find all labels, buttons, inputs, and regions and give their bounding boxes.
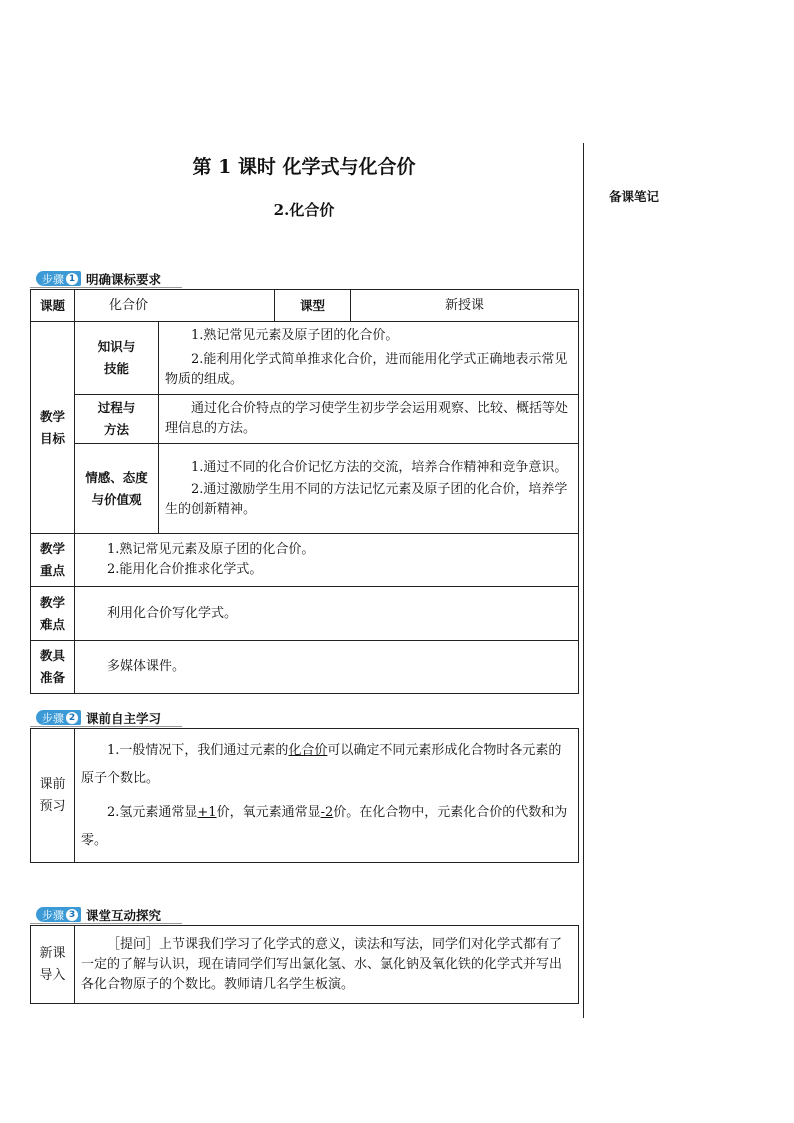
difficulty-label-line2: 难点: [39, 616, 65, 632]
tools-label-line1: 教具: [39, 648, 65, 663]
emotion-item: 2.通过激励学生用不同的方法记忆元素及原子团的化合价，培养学生的创新精神。: [165, 481, 568, 517]
preview-content: [75, 729, 579, 863]
difficulty-label-line1: 教学: [39, 594, 65, 610]
row-process: [31, 395, 579, 444]
process-label-line2: 方法: [103, 422, 129, 437]
process-content: [159, 395, 579, 444]
row-intro: [31, 926, 579, 1004]
side-note-label: 备课笔记: [609, 189, 660, 204]
step-3-badge: [36, 907, 81, 922]
step-1-title: 明确课标要求: [86, 271, 162, 287]
row-difficulty: [31, 587, 579, 641]
intro-label-line2: 导入: [39, 967, 66, 983]
preview-answer: 化合价: [288, 742, 328, 758]
course-value: 化合价: [75, 290, 275, 322]
preview-answer: -2: [320, 804, 334, 820]
row-knowledge: [31, 322, 579, 395]
tools-content: 多媒体课件。: [75, 641, 579, 694]
emotion-label-line1: 情感、态度: [85, 469, 148, 485]
tools-label: [31, 641, 75, 694]
key-point-item: 1.熟记常见元素及原子团的化合价。: [107, 542, 315, 557]
step-2-badge: [36, 710, 81, 725]
preview-paragraph-1: [81, 737, 572, 793]
step-2-underline: [30, 726, 182, 727]
intro-paragraph: ［提问］上节课我们学习了化学式的意义，读法和写法，同学们对化学式都有了一定的了解与认识，现在请同学们写出氯化氢、水、氯化钠及氧化铁的化学式并写出各化合物原子的个数比。教师请几名学生板演。: [81, 936, 563, 992]
step-badge-text: 步骤: [42, 908, 64, 922]
knowledge-label: [75, 322, 159, 395]
row-tools: [31, 641, 579, 694]
objectives-label-line2: 目标: [39, 430, 65, 446]
preview-label-line1: 课前: [39, 776, 66, 792]
step-3-underline: [30, 923, 182, 924]
preview-text: 2.氢元素通常显: [107, 804, 198, 820]
key-points-label-line1: 教学: [39, 541, 65, 556]
tools-label-line2: 准备: [39, 670, 65, 685]
step-3-number: 3: [66, 909, 78, 921]
preview-text: 价，氧元素通常显: [216, 804, 321, 820]
step-2-number: 2: [66, 712, 78, 724]
preview-text: 1.一般情况下，我们通过元素的: [107, 742, 289, 758]
step-1-underline: [30, 287, 182, 288]
step-1-badge: [36, 271, 81, 286]
preview-text: 价。在化合物中，元素化合价的代数和为零。: [81, 804, 568, 848]
objectives-label-line1: 教学: [39, 408, 65, 424]
process-item: 通过化合价特点的学习使学生初步学会运用观察、比较、概括等处理信息的方法。: [165, 401, 569, 436]
key-points-content: [75, 534, 579, 587]
knowledge-content: [159, 322, 579, 395]
step-1-number: 1: [66, 273, 78, 285]
intro-label-line1: 新课: [39, 945, 66, 961]
row-key-points: [31, 534, 579, 587]
emotion-label-line2: 与价值观: [91, 491, 142, 507]
difficulty-label: [31, 587, 75, 641]
knowledge-item: 1.熟记常见元素及原子团的化合价。: [191, 328, 399, 343]
preview-paragraph-2: [81, 799, 572, 855]
preview-text: 可以确定不同元素形成化合物时各元素的原子个数比。: [81, 742, 562, 786]
row-course: [31, 290, 579, 322]
course-requirements-table: [30, 289, 579, 694]
page-title: 第 1 课时 化学式与化合价: [192, 156, 416, 178]
course-type-value: 新授课: [351, 290, 579, 322]
preview-label: [31, 729, 75, 863]
difficulty-content: 利用化合价写化学式。: [75, 587, 579, 641]
step-3-title: 课堂互动探究: [86, 907, 162, 923]
emotion-content: [159, 444, 579, 534]
knowledge-label-line1: 知识与: [97, 339, 136, 354]
step-badge-text: 步骤: [42, 711, 64, 725]
step-2-header: [36, 710, 161, 725]
emotion-label: [75, 444, 159, 534]
process-label-line1: 过程与: [97, 400, 136, 415]
preview-label-line2: 预习: [39, 798, 66, 814]
knowledge-item: 2.能利用化学式简单推求化合价，进而能用化学式正确地表示常见物质的组成。: [165, 352, 568, 387]
step-3-header: [36, 907, 161, 922]
intro-content: [75, 926, 579, 1004]
key-points-label: [31, 534, 75, 587]
emotion-item: 1.通过不同的化合价记忆方法的交流，培养合作精神和竞争意识。: [191, 459, 568, 475]
key-point-item: 2.能用化合价推求化学式。: [107, 562, 263, 577]
page-subtitle: 2.化合价: [273, 201, 335, 219]
step-2-title: 课前自主学习: [86, 710, 162, 726]
intro-label: [31, 926, 75, 1004]
objectives-label: [31, 322, 75, 534]
row-preview: [31, 729, 579, 863]
row-emotion: [31, 444, 579, 534]
margin-divider: [583, 143, 584, 1018]
step-1-header: [36, 271, 161, 286]
preview-answer: +1: [197, 804, 217, 820]
process-label: [75, 395, 159, 444]
knowledge-label-line2: 技能: [103, 361, 129, 376]
course-label: 课题: [31, 290, 75, 322]
key-points-label-line2: 重点: [39, 563, 65, 578]
interactive-table: [30, 925, 579, 1004]
course-type-label: 课型: [275, 290, 351, 322]
step-badge-text: 步骤: [42, 272, 64, 286]
preview-table: [30, 728, 579, 863]
